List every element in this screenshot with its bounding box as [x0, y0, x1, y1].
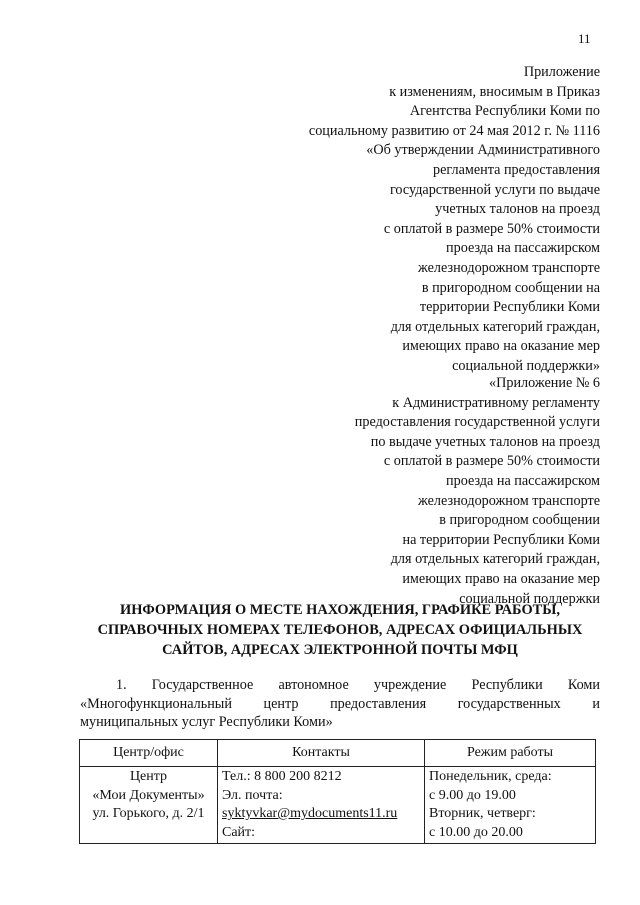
annex-line: железнодорожном транспорте [418, 259, 600, 276]
annex-line: с оплатой в размере 50% стоимости [383, 220, 600, 237]
word: 1. [116, 677, 127, 693]
annex-line: регламента предоставления [433, 161, 600, 178]
annex-line: с оплатой в размере 50% стоимости [383, 453, 600, 470]
office-line: Центр [129, 769, 168, 784]
schedule-line: Понедельник, среда: [429, 769, 552, 784]
email-link[interactable]: syktyvkar@mydocuments11.ru [222, 806, 398, 821]
annex-line: имеющих право на оказание мер [402, 338, 600, 355]
annex-line: к Административному регламенту [392, 394, 600, 411]
annex-line: «Об утверждении Административного [366, 142, 600, 159]
institution-paragraph [80, 676, 600, 732]
annex-header [309, 63, 600, 377]
site-label: Сайт: [222, 824, 256, 840]
annex-line: проезда на пассажирском [446, 472, 600, 489]
word: государственных [457, 695, 561, 712]
office-line: ул. Горького, д. 2/1 [92, 806, 205, 821]
word: Республики [471, 677, 543, 693]
annex-line: для отдельных категорий граждан, [390, 551, 600, 568]
heading-line: САЙТОВ, АДРЕСАХ ЭЛЕКТРОННОЙ ПОЧТЫ МФЦ [162, 642, 518, 658]
column-header: Контакты [218, 740, 425, 767]
section-heading [60, 600, 620, 660]
annex-line: на территории Республики Коми [402, 531, 600, 548]
annex-line: имеющих право на оказание мер [402, 570, 600, 587]
annex-line: в пригородном сообщении на [421, 279, 600, 296]
word: «Многофункциональный [80, 695, 232, 712]
word: центр [263, 695, 299, 712]
annex-line: Агентства Республики Коми по [409, 103, 600, 120]
annex-line: социальной поддержки» [452, 357, 600, 374]
schedule-cell [425, 767, 596, 844]
annex-line: социальной поддержки [459, 590, 600, 607]
column-header: Режим работы [425, 740, 596, 767]
annex-line: для отдельных категорий граждан, [390, 318, 600, 335]
email-label: Эл. почта: [222, 787, 283, 803]
page-number: 11 [578, 31, 591, 46]
word: и [592, 695, 600, 712]
annex-line: по выдаче учетных талонов на проезд [370, 433, 600, 450]
word: Государственное [151, 677, 254, 693]
annex-line: предоставления государственной услуги [354, 414, 600, 431]
annex-line: учетных талонов на проезд [435, 201, 600, 218]
word: Коми [567, 677, 600, 693]
annex-line: «Приложение № 6 [489, 375, 600, 391]
heading-line: ИНФОРМАЦИЯ О МЕСТЕ НАХОЖДЕНИЯ, ГРАФИКЕ РАБОТЫ, [120, 602, 560, 618]
heading-line: СПРАВОЧНЫХ НОМЕРАХ ТЕЛЕФОНОВ, АДРЕСАХ ОФИЦИАЛЬНЫХ [97, 622, 583, 638]
column-header: Центр/офис [80, 740, 218, 767]
annex-line: государственной услуги по выдаче [389, 181, 600, 198]
schedule-line: с 9.00 до 19.00 [429, 787, 516, 803]
paragraph-line: муниципальных услуг Республики Коми» [80, 714, 333, 730]
annex-line: в пригородном сообщении [439, 512, 600, 529]
annex-line: проезда на пассажирском [446, 240, 600, 257]
annex-line: железнодорожном транспорте [418, 492, 600, 509]
word: предоставления [330, 695, 427, 712]
schedule-line: Вторник, четверг: [429, 806, 536, 821]
mfc-table [79, 739, 596, 844]
annex-line: Приложение [523, 64, 600, 80]
phone: Тел.: 8 800 200 8212 [222, 769, 342, 784]
contacts-cell [218, 767, 425, 844]
office-cell [80, 767, 218, 844]
annex-6-header [355, 374, 600, 609]
word: учреждение [373, 677, 447, 693]
schedule-line: с 10.00 до 20.00 [429, 824, 523, 840]
table-row [80, 767, 596, 844]
annex-line: социальному развитию от 24 мая 2012 г. № 1116 [308, 122, 600, 139]
word: автономное [278, 677, 349, 693]
table-header-row [80, 740, 596, 767]
annex-line: территории Республики Коми [419, 299, 600, 316]
office-line: «Мои Документы» [92, 787, 205, 803]
annex-line: к изменениям, вносимым в Приказ [389, 83, 600, 100]
